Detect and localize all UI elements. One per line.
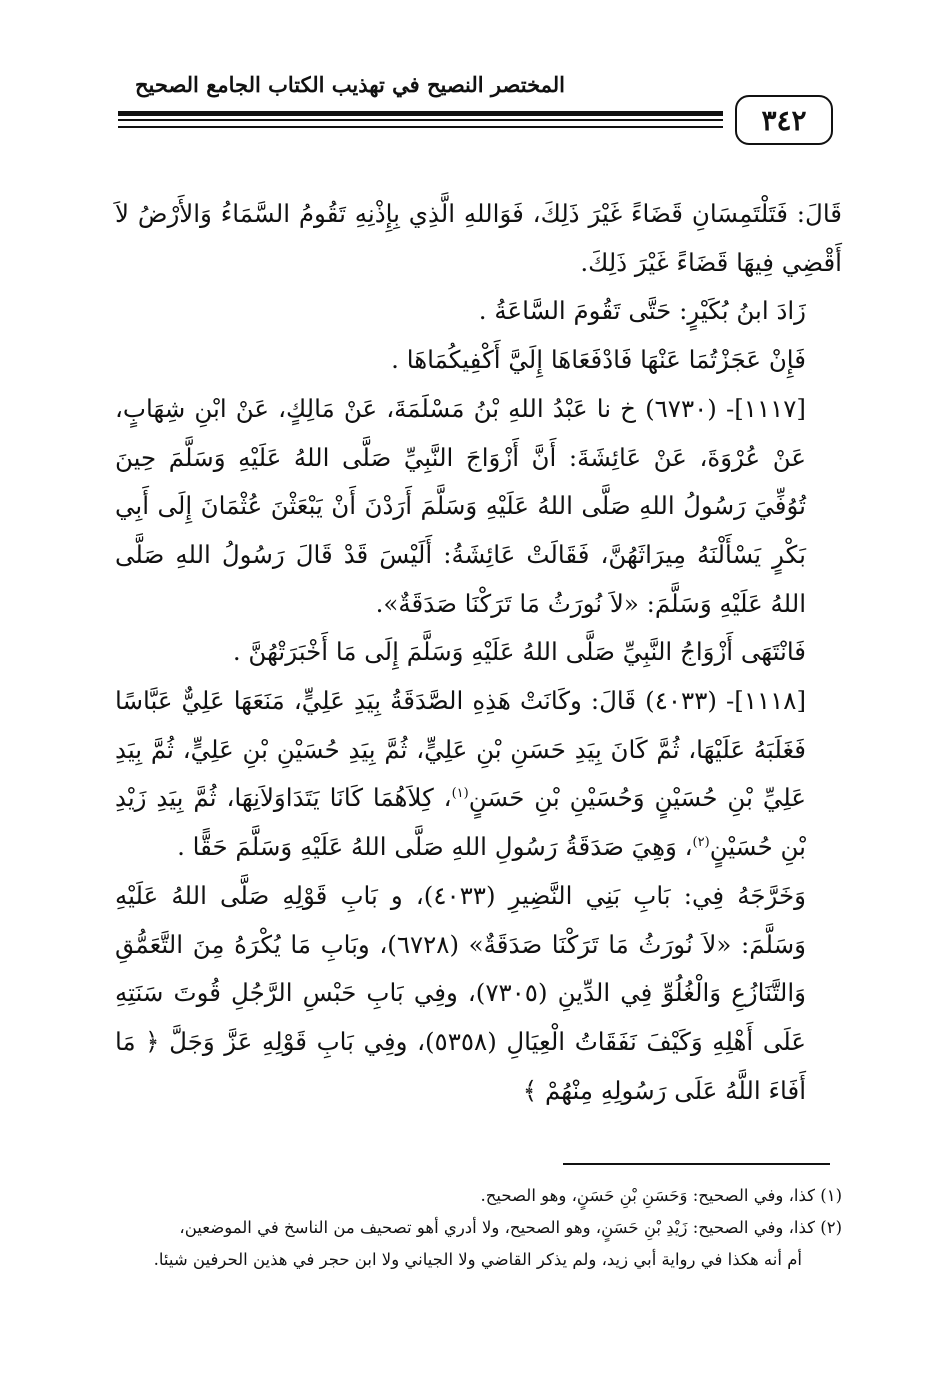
footnote-2: (٢) كذا، وفي الصحيح: زَيْدِ بْنِ حَسَنٍ، وهو الصحيح، ولا أدري أهو تصحيف من الناسخ في الموضعين، [179, 1218, 842, 1237]
text-segment: [١١١٨]- (٤٠٣٣) قَالَ: وكَانَتْ هَذِهِ الصَّدَقَةُ بِيَدِ عَلِيٍّ، مَنَعَهَا عَلِيٌّ عَبَّاسًا فَغَلَبَهُ عَلَيْهَا، ثُمَّ كَانَ بِيَدِ حَسَنِ بْنِ عَلِيٍّ، ثُمَّ بِيَدِ حُسَيْنِ بْنِ عَلِيٍّ، ثُمَّ بِيَدِ عَلِيِّ بْنِ حُسَيْنٍ وَحُسَيْنِ بْنِ حَسَنٍ [115, 686, 807, 813]
main-text [115, 190, 842, 1115]
paragraph: فَإِنْ عَجَزْتُمَا عَنْهَا فَادْفَعَاهَا إِلَيَّ أَكْفِيكُمَاهَا . [391, 345, 806, 375]
hadith-paragraph [115, 677, 842, 872]
running-title: المختصر النصيح في تهذيب الكتاب الجامع الصحيح [135, 72, 565, 97]
text-segment: ، وَهِيَ صَدَقَةُ رَسُولِ اللهِ صَلَّى اللهُ عَلَيْهِ وَسَلَّمَ حَقًّا . [177, 832, 693, 862]
footnote-1: (١) كذا، وفي الصحيح: وَحَسَنِ بْنِ حَسَنٍ، وهو الصحيح. [480, 1186, 842, 1205]
header-rule-thick [118, 111, 723, 116]
page-number [735, 95, 833, 145]
hadith-paragraph: [١١١٧]- (٦٧٣٠) خ نا عَبْدُ اللهِ بْنُ مَسْلَمَةَ، عَنْ مَالِكٍ، عَنْ ابْنِ شِهَابٍ، عَنْ عُرْوَةَ، عَنْ عَائِشَةَ: أَنَّ أَزْوَاجَ النَّبِيِّ صَلَّى اللهُ عَلَيْهِ وَسَلَّمَ حِينَ تُوُفِّيَ رَسُولُ اللهِ صَلَّى اللهُ عَلَيْهِ وَسَلَّمَ أَرَدْنَ أَنْ يَبْعَثْنَ عُثْمَانَ إِلَى أَبِي بَكْرٍ يَسْأَلْنَهُ مِيرَاثَهُنَّ، فَقَالَتْ عَائِشَةُ: أَلَيْسَ قَدْ قَالَ رَسُولُ اللهِ صَلَّى اللهُ عَلَيْهِ وَسَلَّمَ: «لاَ نُورَثُ مَا تَرَكْنَا صَدَقَةٌ». [115, 393, 806, 618]
page-number-text: ٣٤٢ [761, 103, 807, 137]
paragraph: قَالَ: فَتَلْتَمِسَانِ قَضَاءً غَيْرَ ذَلِكَ، فَوَاللهِ الَّذِي بِإِذْنِهِ تَقُومُ السَّمَاءُ وَالأَرْضُ لاَ أَقْضِي فِيهَا قَضَاءً غَيْرَ ذَلِكَ. [115, 199, 842, 277]
header-rule-thin [118, 119, 723, 121]
paragraph: وَخَرَّجَهُ فِي: بَابِ بَنِي النَّضِيرِ (٤٠٣٣)، و بَابِ قَوْلِهِ صَلَّى اللهُ عَلَيْهِ وَسَلَّمَ: «لاَ نُورَثُ مَا تَرَكْنَا صَدَقَةٌ» (٦٧٢٨)، وبَابِ مَا يُكْرَهُ مِنَ التَّعَمُّقِ وَالتَّنَازُعِ وَالْغُلُوِّ فِي الدِّينِ (٧٣٠٥)، وفِي بَابِ حَبْسِ الرَّجُلِ قُوتَ سَنَتِهِ عَلَى أَهْلِهِ وَكَيْفَ نَفَقَاتُ الْعِيَالِ (٥٣٥٨)، وفِي بَابِ قَوْلِهِ عَزَّ وَجَلَّ ﴿ مَا أَفَاءَ اللَّهُ عَلَى رَسُولِهِ مِنْهُمْ ﴾ [115, 880, 806, 1105]
paragraph: فَانْتَهَى أَزْوَاجُ النَّبِيِّ صَلَّى اللهُ عَلَيْهِ وَسَلَّمَ إِلَى مَا أَخْبَرَتْهُنَّ . [232, 637, 806, 667]
header-rule-thin [118, 126, 723, 128]
footnote-reference[interactable]: (١) [451, 786, 469, 802]
footnote-separator [563, 1163, 830, 1165]
paragraph: زَادَ ابنُ بُكَيْرٍ: حَتَّى تَقُومَ السَّاعَةُ . [478, 296, 806, 326]
footnote-reference[interactable]: (٢) [692, 834, 710, 850]
footnote-2-continued: أم أنه هكذا في رواية أبي زيد، ولم يذكر القاضي ولا الجياني ولا ابن حجر في هذين الحرفين شيئا. [153, 1250, 802, 1269]
footnotes [115, 1180, 842, 1276]
text-segment: ، كِلاَهُمَا كَانَا يَتَدَاوَلاَنِهَا، ثُمَّ بِيَدِ زَيْدِ بْنِ حُسَيْنٍ [115, 783, 806, 862]
